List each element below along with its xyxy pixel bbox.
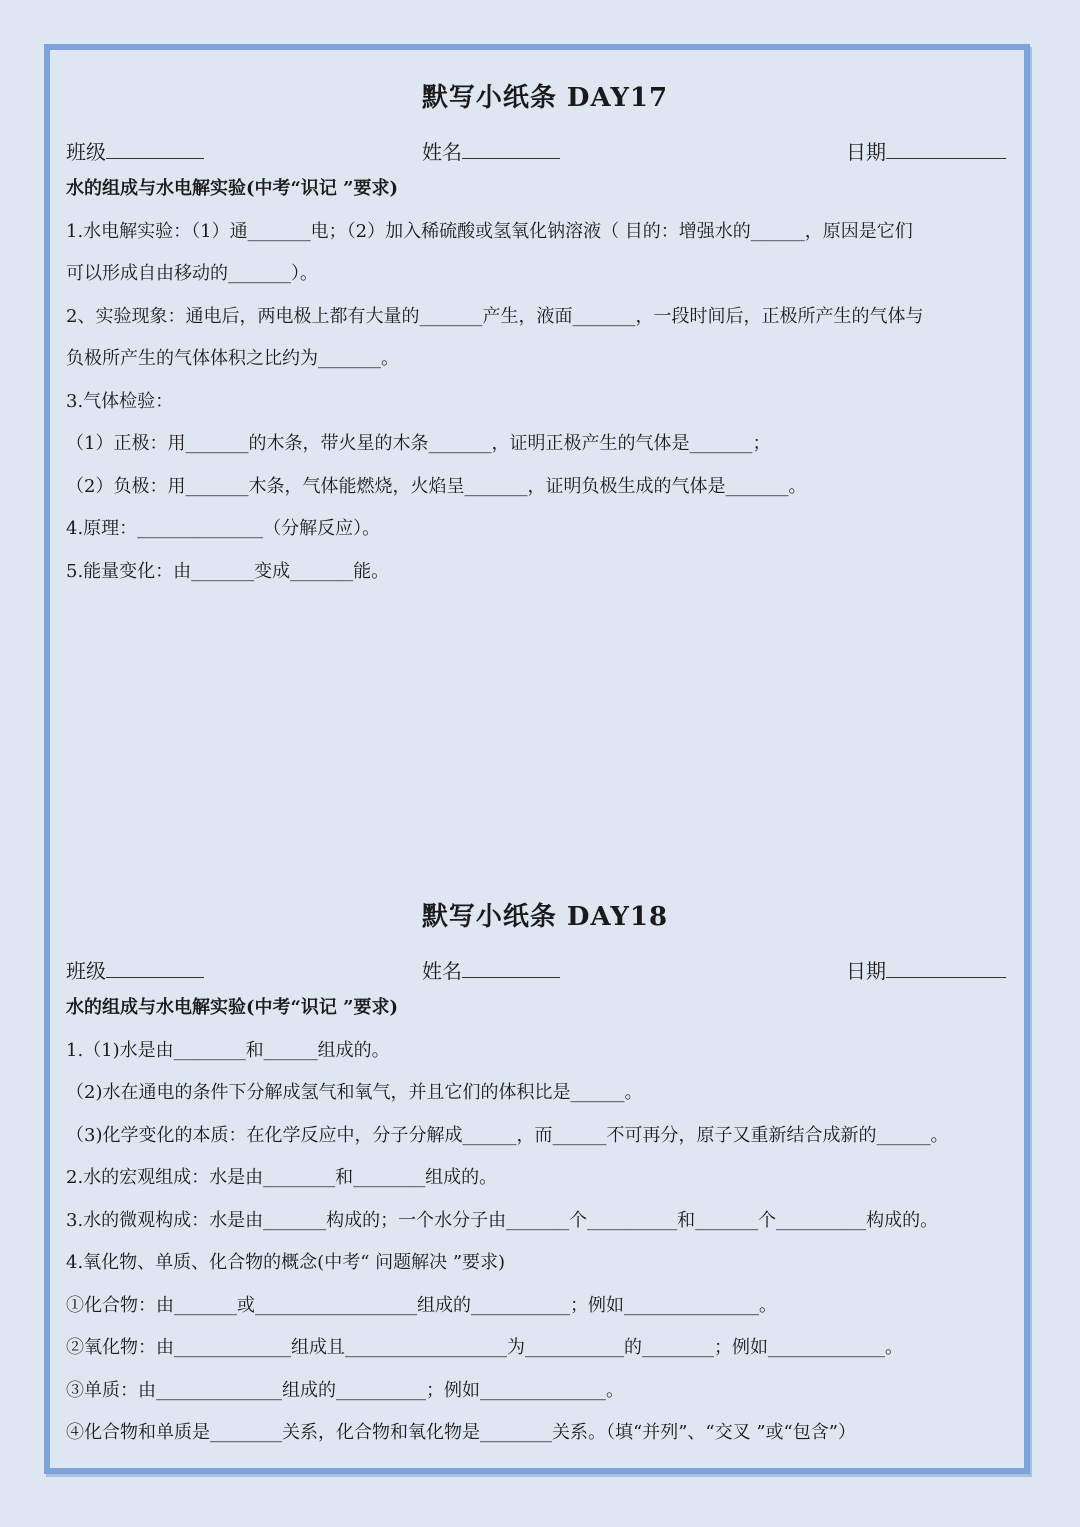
worksheet-title: 默写小纸条 DAY17 [421,83,669,113]
date-blank [886,140,1006,159]
worksheet-title: 默写小纸条 DAY18 [421,902,669,932]
question-line: 可以形成自由移动的_______）。 [66,263,318,284]
section-subtitle: 水的组成与水电解实验(中考“识记 ”要求) [66,178,399,199]
question-line: 2.水的宏观组成：水是由________和________组成的。 [66,1167,498,1188]
name-field: 姓名 [422,136,560,165]
worksheet-day17 [66,78,1020,593]
date-field: 日期 [846,136,1006,165]
section-subtitle: 水的组成与水电解实验(中考“识记 ”要求) [66,997,399,1018]
class-blank [106,959,204,978]
question-line: 5.能量变化：由_______变成_______能。 [66,560,390,582]
question-line: 4.氧化物、单质、化合物的概念(中考“ 问题解决 ”要求) [66,1252,506,1273]
question-line: 3.水的微观构成：水是由_______构成的；一个水分子由_______个__________和_______个__________构成的。 [66,1209,939,1231]
class-blank [106,140,204,159]
name-field: 姓名 [422,955,560,984]
name-blank [462,959,560,978]
worksheet-day18 [66,897,1020,1455]
question-line: 负极所产生的气体体积之比约为_______。 [66,348,399,369]
class-field: 班级 [66,136,204,165]
question-line: ③单质：由______________组成的__________；例如______________。 [66,1379,624,1401]
question-line: （3)化学变化的本质：在化学反应中，分子分解成______，而______不可再分，原子又重新结合成新的______。 [66,1124,949,1146]
date-blank [886,959,1006,978]
question-line: 2、实验现象：通电后，两电极上都有大量的_______产生，液面_______，一段时间后，正极所产生的气体与 [66,305,924,327]
name-blank [462,140,560,159]
question-line: （2）负极：用_______木条，气体能燃烧，火焰呈_______，证明负极生成的气体是_______。 [66,475,807,497]
header-fields [66,945,1020,987]
question-line: 1.（1)水是由________和______组成的。 [66,1039,390,1061]
question-line: ①化合物：由_______或__________________组成的___________；例如_______________。 [66,1294,777,1316]
question-line: ②氧化物：由_____________组成且__________________为___________的________；例如_____________。 [66,1337,903,1358]
header-fields [66,126,1020,168]
question-line: ④化合物和单质是________关系，化合物和氧化物是________关系。（填“并列”、“交叉 ”或“包含”） [66,1422,856,1443]
question-line: （2)水在通电的条件下分解成氢气和氧气，并且它们的体积比是______。 [66,1082,643,1103]
question-line: 1.水电解实验：（1）通_______电；（2）加入稀硫酸或氢氧化钠溶液（ 目的：增强水的______，原因是它们 [66,220,913,242]
question-line: （1）正极：用_______的木条，带火星的木条_______，证明正极产生的气体是_______； [66,433,771,454]
class-field: 班级 [66,955,204,984]
question-line: 3.气体检验： [66,390,174,412]
question-line: 4.原理：______________（分解反应）。 [66,518,381,539]
date-field: 日期 [846,955,1006,984]
